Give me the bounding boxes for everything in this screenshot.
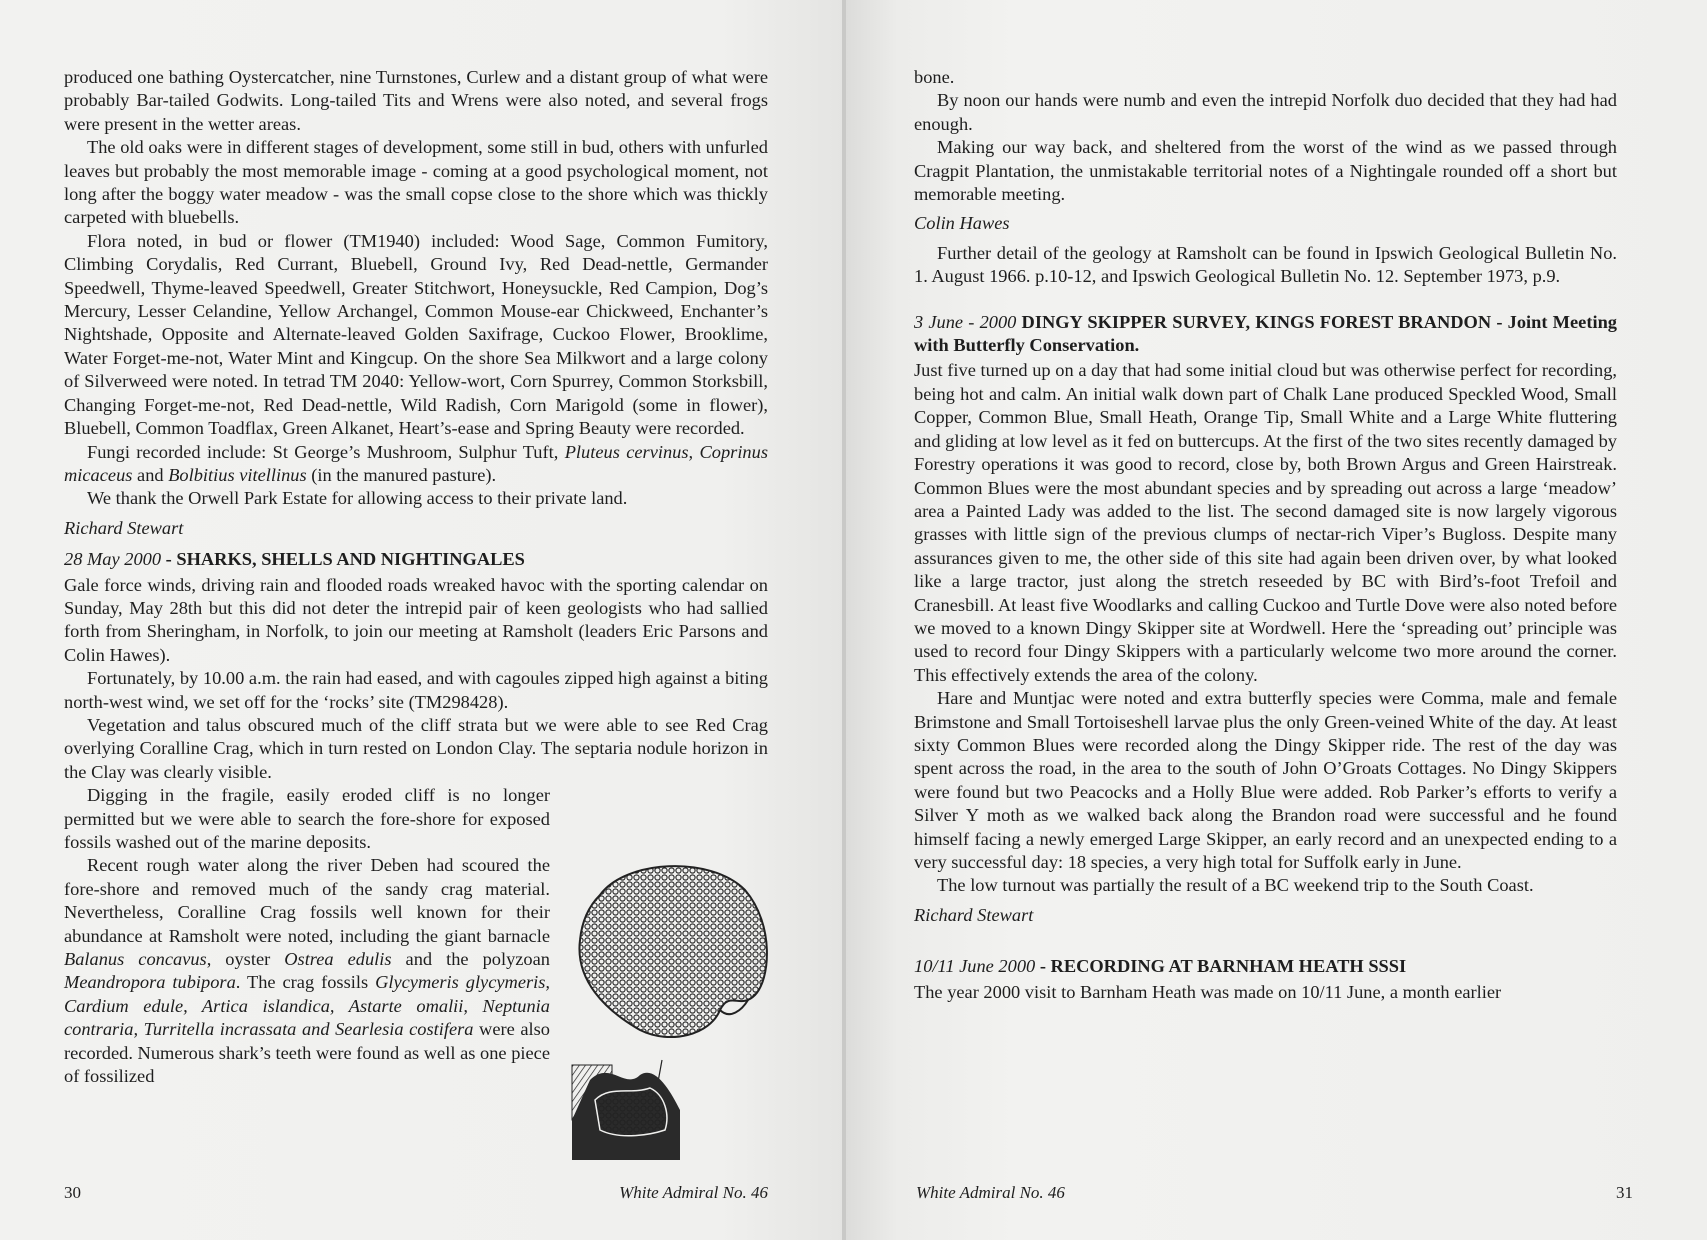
running-footer: White Admiral No. 46 [619, 1183, 768, 1202]
paragraph: Flora noted, in bud or flower (TM1940) included: Wood Sage, Common Fumitory, Climbing Corydalis, Red Currant, Bluebell, Ground Ivy, Red Dead-nettle, Germander Speedwell, Thyme-leaved Speedwell, Greater Stitchwort, Honeysuckle, Red Campion, Dog’s Mercury, Lesser Celandine, Yellow Archangel, Common Mouse-ear Chickweed, Enchanter’s Nightshade, Opposite and Alternate-leaved Golden Saxifrage, Cuckoo Flower, Brooklime, Water Forget-me-not, Water Mint and Kingcup. On the shore Sea Milkwort and a large colony of Silverweed were noted. In tetrad TM 2040: Yellow-wort, Corn Spurrey, Common Storksbill, Changing Forget-me-not, Red Dead-nettle, Wild Radish, Corn Marigold (some in flower), Bluebell, Common Toadflax, Green Alkanet, Heart’s-ease and Spring Beauty were recorded. [64, 230, 768, 439]
section-heading [914, 311, 1617, 358]
section-heading [914, 955, 1617, 978]
paragraph: The low turnout was partially the result of a BC weekend trip to the South Coast. [937, 875, 1534, 896]
heading-date: 3 June - 2000 [914, 311, 1017, 332]
page-number: 31 [1616, 1183, 1633, 1202]
species-name: Coprinus micaceus [64, 441, 768, 485]
section-heading [64, 548, 768, 571]
left-page [0, 0, 846, 1240]
species-name: Balanus concavus [64, 949, 207, 970]
paragraph: Fortunately, by 10.00 a.m. the rain had eased, and with cagoules zipped high against a biting north-west wind, we set off for the ‘rocks’ site (TM298428). [64, 668, 768, 712]
text-run: . The crag fossils [235, 972, 376, 993]
text-run: Fungi recorded include: St George’s Mushroom, Sulphur Tuft, [87, 441, 565, 462]
heading-title: - RECORDING AT BARNHAM HEATH SSSI [1035, 956, 1407, 977]
page-number: 30 [64, 1183, 81, 1202]
species-name: Pluteus cervinus, [564, 441, 694, 462]
paragraph: produced one bathing Oystercatcher, nine Turnstones, Curlew and a distant group of what were probably Bar-tailed Godwits. Long-tailed Tits and Wrens were also noted, and several frogs were present in the wetter areas. [64, 67, 768, 134]
heading-date: 28 May 2000 [64, 549, 162, 570]
paragraph: Just five turned up on a day that had some initial cloud but was otherwise perfect for recording, being hot and calm. An initial walk down part of Chalk Lane produced Speckled Wood, Small Copper, Common Blue, Small Heath, Orange Tip, Small White and a Large White fluttering and gliding at low level as it fed on buttercups. At the first of the two sites recently damaged by Forestry operations it was good to record, close by, both Brown Argus and Green Hairstreak. Common Blues were the most abundant species and by spreading out across a large ‘meadow’ area a Painted Lady was added to the list. The second damaged site is now largely vigorous grasses with little sign of the previous clumps of nectar-rich Viper’s Bugloss. Despite many assurances given to me, the other side of this site had again been driven over, by what looked like a large tractor, just along the stretch reseeded by BC with Bird’s-foot Trefoil and Cranesbill. At least five Woodlarks and calling Cuckoo and Turtle Dove were also noted before we moved to a known Dingy Skipper site at Wordwell. Here the ‘spreading out’ principle was used to record four Dingy Skippers with a particularly welcome two more around the corner. This effectively extends the area of the colony. [914, 360, 1617, 685]
species-name: Meandropora tubipora [64, 972, 236, 993]
paragraph-fossils [64, 854, 550, 1088]
author-signature: Richard Stewart [914, 904, 1034, 925]
text-run: , oyster [206, 949, 285, 970]
right-page [846, 0, 1707, 1240]
paragraph: By noon our hands were numb and even the intrepid Norfolk duo decided that they had had enough. [914, 90, 1617, 134]
paragraph: The year 2000 visit to Barnham Heath was made on 10/11 June, a month earlier [914, 981, 1502, 1002]
heading-title: DINGY SKIPPER SURVEY, KINGS FOREST BRANDON - Joint Meeting with Butterfly Conservation. [914, 311, 1617, 356]
text-run: and [132, 464, 169, 485]
paragraph: bone. [914, 67, 955, 87]
heading-title: - SHARKS, SHELLS AND NIGHTINGALES [161, 549, 525, 570]
text-run: and the polyzoan [391, 949, 550, 970]
paragraph: We thank the Orwell Park Estate for allowing access to their private land. [87, 488, 628, 509]
paragraph: The old oaks were in different stages of development, some still in bud, others with unfurled leaves but probably the most memorable image - coming at a good psychological moment, not long after the boggy water meadow - was the small copse close to the shore which was thickly carpeted with bluebells. [64, 137, 768, 228]
text-run: Recent rough water along the river Deben had scoured the fore-shore and removed much of the sandy crag material. Nevertheless, Coralline Crag fossils well known for their abundance at Ramsholt were noted, including the giant barnacle [64, 855, 550, 946]
paragraph: Further detail of the geology at Ramsholt can be found in Ipswich Geological Bulletin No. 1. August 1966. p.10-12, and Ipswich Geological Bulletin No. 12. September 1973, p.9. [914, 242, 1617, 287]
paragraph-fungi [64, 441, 768, 488]
species-name: Glycymeris glycymeris, Cardium edule, Artica islandica, Astarte omalii, Neptunia contraria, Turritella incrassata and Searlesia costifera [64, 972, 551, 1040]
text-run: (in the manured pasture). [306, 464, 497, 485]
paragraph: Making our way back, and sheltered from the worst of the wind as we passed through Cragpit Plantation, the unmistakable territorial notes of a Nightingale rounded off a short but memorable meeting. [914, 137, 1617, 205]
paragraph: Gale force winds, driving rain and flooded roads wreaked havoc with the sporting calendar on Sunday, May 28th but this did not deter the intrepid pair of keen geologists who had sallied forth from Sheringham, in Norfolk, to join our meeting at Ramsholt (leaders Eric Parsons and Colin Hawes). [64, 574, 768, 665]
fossil-illustration [570, 860, 770, 1160]
paragraph: Digging in the fragile, easily eroded cliff is no longer permitted but we were able to search the fore-shore for exposed fossils washed out of the marine deposits. [64, 785, 550, 852]
right-column [914, 66, 1617, 1004]
running-footer: White Admiral No. 46 [916, 1183, 1065, 1202]
paragraph: Hare and Muntjac were noted and extra butterfly species were Comma, male and female Brimstone and Small Tortoiseshell larvae plus the only Green-veined White of the day. At least sixty Common Blues were recorded along the Dingy Skipper ride. The rest of the day was spent across the road, in the area to the south of John O’Groats Cottages. No Dingy Skippers were found but two Peacocks and a Holly Blue were added. Rob Parker’s efforts to verify a Silver Y moth as we walked back along the Brandon road were successful and he found himself facing a newly emerged Large Skipper, an early record and an unexpected ending to a very successful day: 18 species, a very high total for Suffolk early in June. [914, 688, 1617, 872]
heading-date: 10/11 June 2000 [914, 956, 1036, 977]
author-signature: Richard Stewart [64, 517, 184, 538]
paragraph: Vegetation and talus obscured much of the cliff strata but we were able to see Red Crag overlying Coralline Crag, which in turn rested on London Clay. The septaria nodule horizon in the Clay was clearly visible. [64, 714, 768, 782]
species-name: Bolbitius vitellinus [168, 464, 307, 485]
text-run: were also recorded. Numerous shark’s teeth were found as well as one piece of fossilized [64, 1019, 550, 1087]
species-name: Ostrea edulis [284, 949, 392, 970]
author-signature: Colin Hawes [914, 213, 1010, 234]
